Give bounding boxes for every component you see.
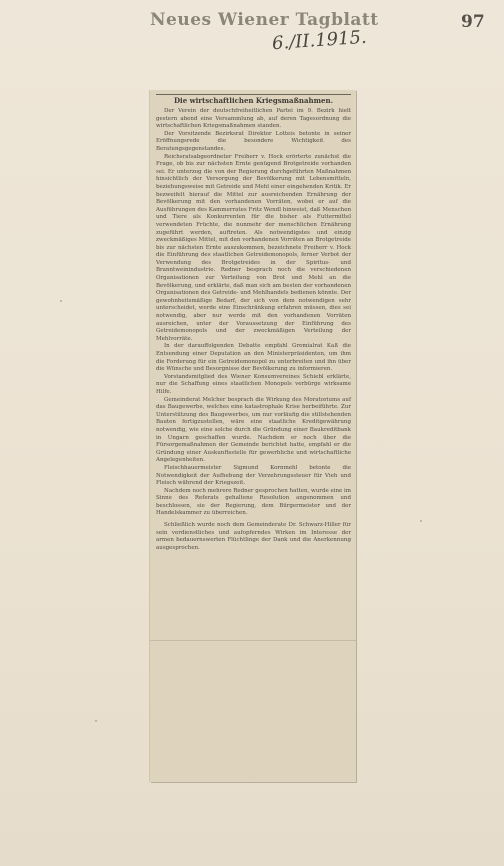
newspaper-clipping bbox=[150, 90, 356, 782]
paper-speck bbox=[95, 720, 97, 722]
article-paragraph: Vorstandsmitglied des Wiener Konsumvereines Schiebl erklärte, nur die Schaffung eines staatlichen Monopols verbürge wirksame Hilfe. bbox=[156, 373, 351, 395]
paper-speck bbox=[420, 520, 422, 522]
article-paragraph: Der Verein der deutschfreiheitlichen Partei im 9. Bezirk hielt gestern abend eine Versammlung ab, auf deren Tagesordnung die wirtschaftlichen Kriegsmaßnahmen standen. bbox=[156, 108, 351, 130]
clipping-fold-line bbox=[150, 640, 356, 641]
page-number: 97 bbox=[461, 12, 485, 32]
newspaper-masthead: Neues Wiener Tagblatt bbox=[150, 10, 379, 30]
article-paragraph: Gemeinderat Melcher besprach die Wirkung des Moratoriums auf das Baugewerbe, welches eine katastrophale Krise herbeiführte. Zur Unterstützung des Baugewerbes, um nur vorläufig die stillstehenden Bauten fertigzustellen, wäre eine staatliche Kreditgewährung notwendig, wie eine solche durch die Gründung einer Baukreditbank in Ungarn geschaffen wurde. Nachdem er noch über die Fürsorgemaßnahmen der Gemeinde berichtet hatte, empfahl er die Gründung einer Auskunftsstelle für gewerbliche und wirtschaftliche Angelegenheiten. bbox=[156, 396, 351, 464]
article-paragraph: Reichsratsabgeordneter Freiherr v. Hock erörterte zunächst die Frage, ob bis zur nächsten Ernte genügend Brotgetreide vorhanden sei. Er unterzog die von der Regierung durchgeführten Maßnahmen hinsichtlich der Versorgung der Bevölkerung mit Lebensmitteln, beziehungsweise mit Getreide und Mehl einer eingehenden Kritik. Er bezweifelt hierauf die Mittel zur ausreichenden Ernährung der Bevölkerung mit den vorhandenen Vorräten, wobei er auf die Ausführungen des Kammerrates Fritz Wendl hinweist, daß Menschen und Tiere als Konkurrenten für die bisher als Futtermittel verwendeten Früchte, die nunmehr der menschlichen Ernährung zugeführt werden, auftreten. Als notwendigstes und einzig zweckmäßiges Mittel, mit den vorhandenen Vorräten an Brotgetreide bis zur nächsten Ernte auszukommen, bezeichnete Freiherr v. Hock die Einführung des staatlichen Getreidemonopols, ferner Verbot der Verwendung des Brotgetreides in der Spiritus- und Branntweinindustrie. Redner besprach noch die verschiedenen Organisationen zur Verteilung von Brot und Mehl an die Bevölkerung, und erklärte, daß man sich am besten der vorhandenen Organisationen des Getreide- und Mehlhandels bedienen könnte. Der gewohnheitsmäßige Bedarf, der sich von dem notwendigen sehr unterscheidet, werde eine Einschränkung erfahren müssen, dies sei notwendig, aber nur werde mit den vorhandenen Vorräten ausreichen, unter der Voraussetzung der Einführung des Getreidemonopols und der zweckmäßigen Verteilung der Mehlvorräte. bbox=[156, 153, 351, 342]
article-paragraph: Der Vorsitzende Bezirksrat Direktor Lotteis betonte in seiner Eröffnungsrede die besondere Wichtigkeit des Beratungsgegenstandes. bbox=[156, 130, 351, 152]
handwritten-date: 6./II.1915. bbox=[271, 26, 368, 55]
article-body bbox=[150, 90, 356, 552]
article-paragraph: In der darauffolgenden Debatte empfahl Gremialrat Kaß die Entsendung einer Deputation an den Ministerpräsidenten, um ihm die Forderung für ein Getreidemonopol zu unterbreiten und ihn über die Wünsche und Besorgnisse der Bevölkerung zu informieren. bbox=[156, 343, 351, 373]
paper-speck bbox=[60, 300, 62, 302]
article-paragraph: Nachdem noch mehrere Redner gesprochen hatten, wurde eine im Sinne des Referats gehaltene Resolution angenommen und beschlossen, sie der Regierung, dem Bürgermeister und der Handelskammer zu überreichen. bbox=[156, 487, 351, 517]
article-closing-paragraph: Schließlich wurde noch dem Gemeinderate Dr. Schwarz-Hiller für sein verdienstliches und aufopferndes Wirken im Interesse der armen bedauernswerten Flüchtlinge der Dank und die Anerkennung ausgesprochen. bbox=[156, 522, 351, 551]
article-headline: Die wirtschaftlichen Kriegsmaßnahmen. bbox=[156, 94, 351, 105]
article-paragraph: Fleischhauermeister Sigmund Kornmehl betonte die Notwendigkeit der Aufhebung der Verzehrungssteuer für Vieh und Fleisch während der Kriegszeit. bbox=[156, 464, 351, 487]
